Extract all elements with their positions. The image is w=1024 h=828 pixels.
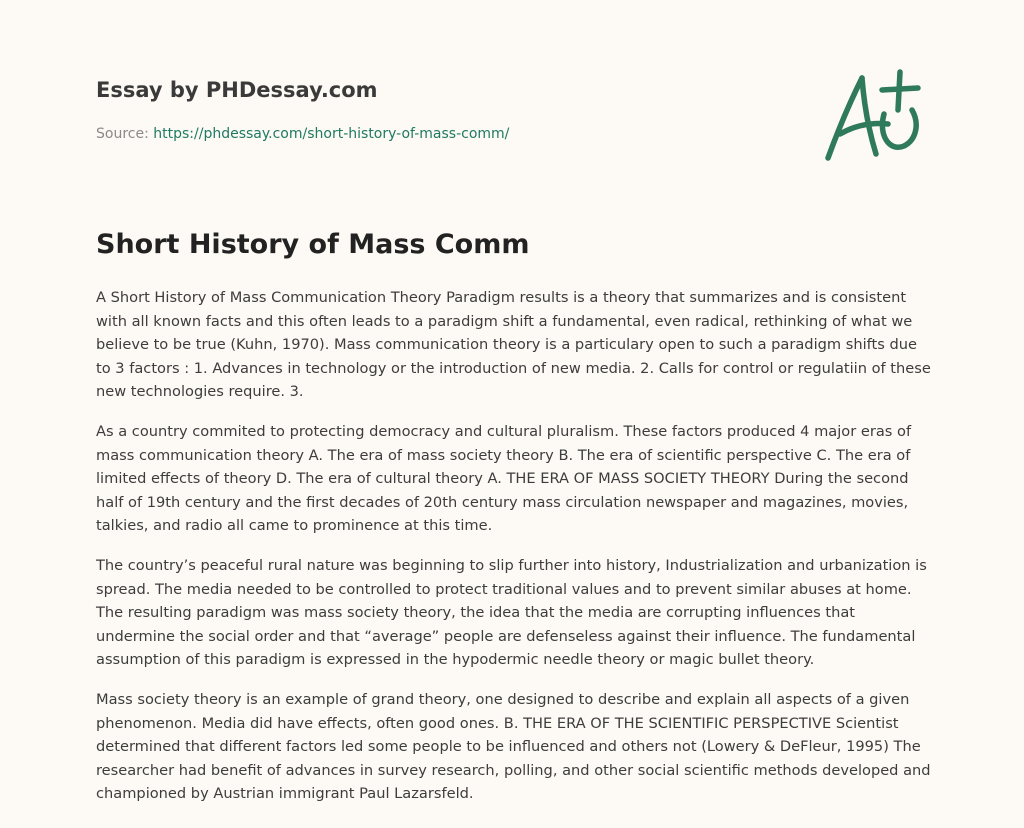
essay-paragraph: As a country commited to protecting democracy and cultural pluralism. These factors produced 4 major eras of mass communication theory A. The era of mass society theory B. The era of scientific perspective C. The era of limited effects of theory D. The era of cultural theory A. THE ERA OF MASS SOCIETY THEORY During the second half of 19th century and the first decades of 20th century mass circulation newspaper and magazines, movies, talkies, and radio all came to prominence at this time. bbox=[96, 422, 912, 535]
page-header bbox=[96, 76, 736, 144]
brand-title: Essay by PHDessay.com bbox=[96, 78, 378, 102]
essay-paragraph: The country’s peaceful rural nature was beginning to slip further into history, Industrialization and urbanization is spread. The media needed to be controlled to protect traditional values and to prevent similar abuses at home. The resulting paradigm was mass society theory, the idea that the media are corrupting influences that undermine the social order and that “average” people are defenseless against their influence. The fundamental assumption of this paradigm is expressed in the hypodermic needle theory or magic bullet theory. bbox=[96, 556, 927, 669]
source-label: Source: bbox=[96, 126, 149, 142]
source-link[interactable]: https://phdessay.com/short-history-of-mass-comm/ bbox=[153, 126, 510, 142]
essay-paragraph: A Short History of Mass Communication Theory Paradigm results is a theory that summarizes and is consistent with all known facts and this often leads to a paradigm shift a fundamental, even radical, rethinking of what we believe to be true (Kuhn, 1970). Mass communication theory is a particulary open to such a paradigm shifts due to 3 factors : 1. Advances in technology or the introduction of new media. 2. Calls for control or regulatiin of these new technologies require. 3. bbox=[96, 289, 931, 401]
essay-title: Short History of Mass Comm bbox=[96, 229, 530, 260]
a-plus-logo-icon bbox=[818, 66, 930, 166]
essay-body bbox=[96, 286, 934, 822]
essay-paragraph: Mass society theory is an example of grand theory, one designed to describe and explain all aspects of a given phenomenon. Media did have effects, often good ones. B. THE ERA OF THE SCIENTIFIC PERSPECTIVE Scientist determined that different factors led some people to be influenced and others not (Lowery & DeFleur, 1995) The researcher had benefit of advances in survey research, polling, and other social scientific methods developed and championed by Austrian immigrant Paul Lazarsfeld. bbox=[96, 690, 931, 803]
source-line bbox=[96, 124, 736, 144]
